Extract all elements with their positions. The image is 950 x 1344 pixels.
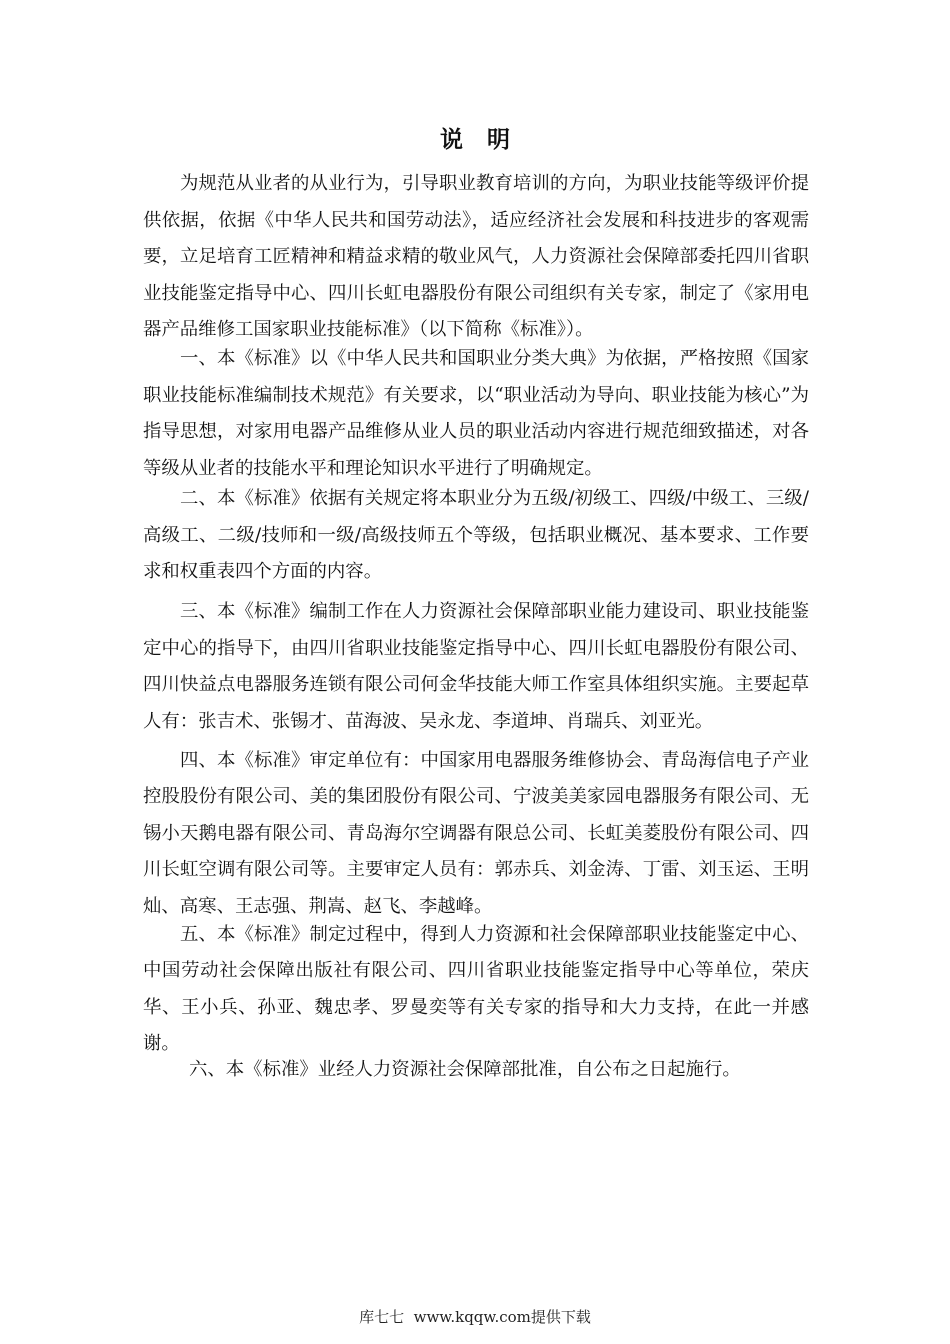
paragraph-5: 五、本《标准》制定过程中，得到人力资源和社会保障部职业技能鉴定中心、中国劳动社会保障出版社有限公司、四川省职业技能鉴定指导中心等单位，荣庆华、王小兵、孙亚、魏忠孝、罗曼奕等有关专家的指导和大力支持，在此一并感谢。: [143, 924, 809, 1055]
paragraph-intro: 为规范从业者的从业行为，引导职业教育培训的方向，为职业技能等级评价提供依据，依据《中华人民共和国劳动法》，适应经济社会发展和科技进步的客观需要，立足培育工匠精神和精益求精的敬业风气，人力资源社会保障部委托四川省职业技能鉴定指导中心、四川长虹电器股份有限公司组织有关专家，制定了《家用电器产品维修工国家职业技能标准》（以下简称《标准》）。: [143, 173, 809, 341]
paragraph-1: 一、本《标准》以《中华人民共和国职业分类大典》为依据，严格按照《国家职业技能标准编制技术规范》有关要求，以“职业活动为导向、职业技能为核心”为指导思想，对家用电器产品维修从业人员的职业活动内容进行规范细致描述，对各等级从业者的技能水平和理论知识水平进行了明确规定。: [143, 348, 809, 479]
page-title: 说明: [440, 126, 534, 153]
footer-source-note: 库七七 www.kqqw.com提供下载: [359, 1308, 591, 1326]
paragraph-4: 四、本《标准》审定单位有：中国家用电器服务维修协会、青岛海信电子产业控股股份有限公司、美的集团股份有限公司、宁波美美家园电器服务有限公司、无锡小天鹅电器有限公司、青岛海尔空调器有限总公司、长虹美菱股份有限公司、四川长虹空调有限公司等。主要审定人员有：郭赤兵、刘金涛、丁雷、刘玉运、王明灿、高寒、王志强、荆嵩、赵飞、李越峰。: [143, 750, 809, 917]
paragraph-3: 三、本《标准》编制工作在人力资源社会保障部职业能力建设司、职业技能鉴定中心的指导下，由四川省职业技能鉴定指导中心、四川长虹电器股份有限公司、四川快益点电器服务连锁有限公司何金华技能大师工作室具体组织实施。主要起草人有：张吉术、张锡才、苗海波、吴永龙、李道坤、肖瑞兵、刘亚光。: [143, 601, 809, 732]
paragraph-2: 二、本《标准》依据有关规定将本职业分为五级/初级工、四级/中级工、三级/高级工、二级/技师和一级/高级技师五个等级，包括职业概况、基本要求、工作要求和权重表四个方面的内容。: [143, 488, 809, 583]
paragraph-6: 六、本《标准》业经人力资源社会保障部批准，自公布之日起施行。: [189, 1059, 741, 1080]
